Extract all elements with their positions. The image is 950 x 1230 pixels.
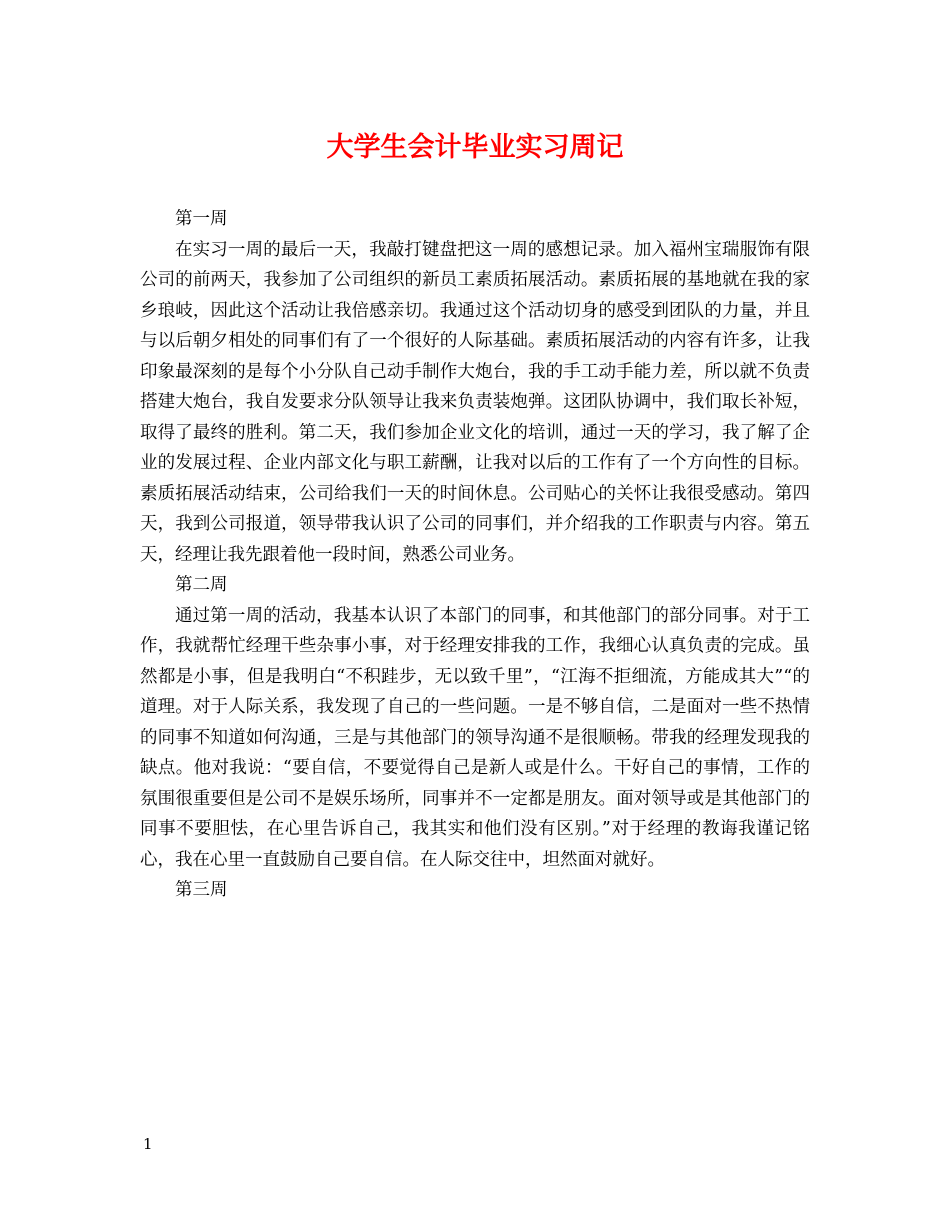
page-number: 1 <box>143 1135 153 1153</box>
section-heading-week-3: 第三周 <box>175 880 228 900</box>
section-heading-week-1: 第一周 <box>175 209 228 229</box>
section-heading-week-2: 第二周 <box>175 575 228 595</box>
section-paragraph-week-1: 在实习一周的最后一天，我敲打键盘把这一周的感想记录。加入福州宝瑞服饰有限公司的前两天，我参加了公司组织的新员工素质拓展活动。素质拓展的基地就在我的家乡琅岐，因此这个活动让我倍感亲切。我通过这个活动切身的感受到团队的力量，并且与以后朝夕相处的同事们有了一个很好的人际基础。素质拓展活动的内容有许多，让我印象最深刻的是每个小分队自己动手制作大炮台，我的手工动手能力差，所以就不负责搭建大炮台，我自发要求分队领导让我来负责装炮弹。这团队协调中，我们取长补短，取得了最终的胜利。第二天，我们参加企业文化的培训，通过一天的学习，我了解了企业的发展过程、企业内部文化与职工薪酬，让我对以后的工作有了一个方向性的目标。素质拓展活动结束，公司给我们一天的时间休息。公司贴心的关怀让我很受感动。第四天，我到公司报道，领导带我认识了公司的同事们，并介绍我的工作职责与内容。第五天，经理让我先跟着他一段时间，熟悉公司业务。 <box>140 239 810 565</box>
section-paragraph-week-2: 通过第一周的活动，我基本认识了本部门的同事，和其他部门的部分同事。对于工作，我就帮忙经理干些杂事小事，对于经理安排我的工作，我细心认真负责的完成。虽然都是小事，但是我明白“不积跬步，无以致千里”，“江海不拒细流，方能成其大”“的道理。对于人际关系，我发现了自己的一些问题。一是不够自信，二是面对一些不热情的同事不知道如何沟通，三是与其他部门的领导沟通不是很顺畅。带我的经理发现我的缺点。他对我说：“要自信，不要觉得自己是新人或是什么。干好自己的事情，工作的氛围很重要但是公司不是娱乐场所，同事并不一定都是朋友。面对领导或是其他部门的同事不要胆怯，在心里告诉自己，我其实和他们没有区别。”对于经理的教诲我谨记铭心，我在心里一直鼓励自己要自信。在人际交往中，坦然面对就好。 <box>140 605 810 870</box>
document-body <box>140 204 810 906</box>
document-title: 大学生会计毕业实习周记 <box>326 132 624 163</box>
